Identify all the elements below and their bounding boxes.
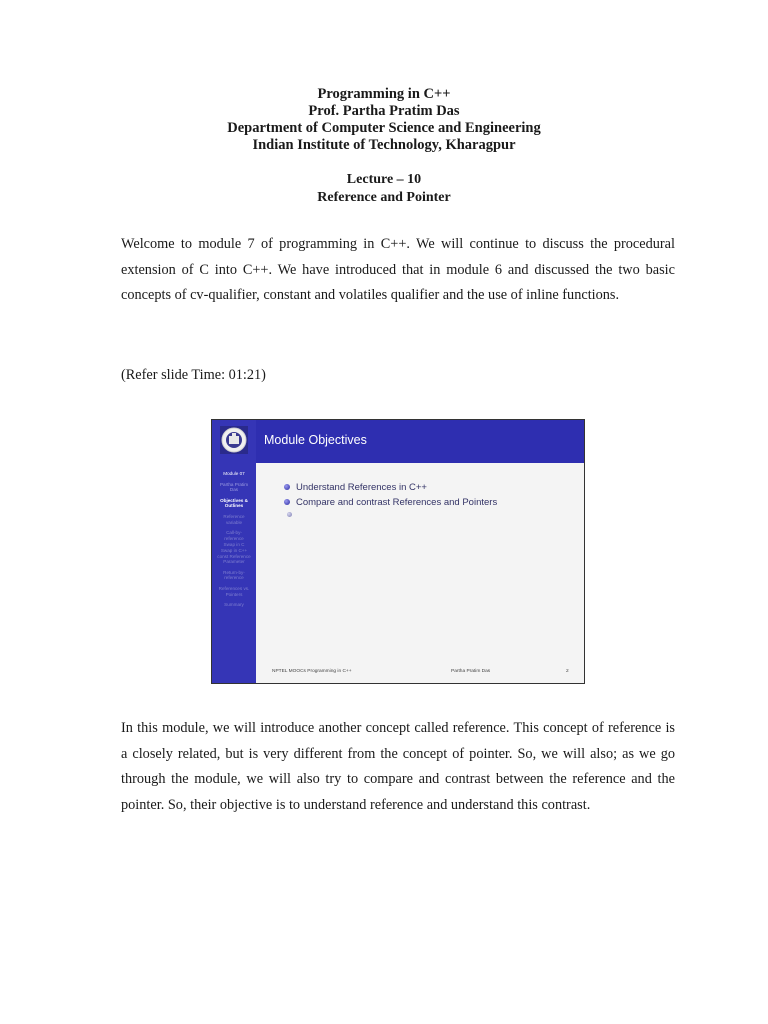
slide-sidebar-nav xyxy=(212,471,256,613)
slide-nav-subitem: const Reference Parameter xyxy=(217,553,251,565)
slide-page-number: 2 xyxy=(566,669,569,674)
bullet-icon xyxy=(287,512,292,517)
bullet-icon xyxy=(284,499,290,505)
professor-name: Prof. Partha Pratim Das xyxy=(308,103,460,119)
slide-nav-item-active: Objectives & Outlines xyxy=(220,497,248,509)
iit-kharagpur-seal-icon xyxy=(220,426,248,454)
slide-nav-item: Partha Pratim Das xyxy=(219,481,249,493)
bullet-icon xyxy=(284,484,290,490)
slide-bullet-text: Compare and contrast References and Pointers xyxy=(296,497,498,508)
institute-name: Indian Institute of Technology, Kharagpur xyxy=(252,137,516,153)
slide-nav-item: Reference variable xyxy=(223,513,245,525)
slide-bullet-list xyxy=(284,480,497,510)
slide-nav-subitem: Swap in C xyxy=(223,542,245,548)
slide-nav-item: Call-by-reference xyxy=(224,530,244,541)
lecture-heading xyxy=(0,171,768,207)
slide-title: Module Objectives xyxy=(264,433,367,447)
paragraph-intro: Welcome to module 7 of programming in C++. We will continue to discuss the procedural extension of C into C++. We have introduced that in module 6 and discussed the two basic concepts of cv-qualifier, constant and volatiles qualifier and the use of inline functions. xyxy=(121,236,675,303)
slide-nav-item: Summary xyxy=(224,602,244,608)
slide-footer-left: NPTEL MOOCs Programming in C++ xyxy=(272,669,352,674)
department-name: Department of Computer Science and Engineering xyxy=(227,120,541,136)
lecture-slide-image xyxy=(212,420,584,683)
paragraph-module-overview: In this module, we will introduce another concept called reference. This concept of reference is a closely related, but is very different from the concept of pointer. So, we will also; as we go through the module, we will also try to compare and contrast between the reference and the pointer. So, their objective is to understand reference and understand this contrast. xyxy=(121,720,675,813)
slide-nav-subitem: Swap in C++ xyxy=(220,547,248,553)
slide-nav-item: Module 07 xyxy=(223,471,245,476)
lecture-title: Reference and Pointer xyxy=(317,190,451,205)
document-header xyxy=(0,86,768,154)
slide-nav-item: Return-by-reference xyxy=(223,569,245,581)
slide-nav-item: References vs. Pointers xyxy=(218,585,250,597)
slide-bullet xyxy=(284,480,497,495)
course-title: Programming in C++ xyxy=(317,86,451,102)
refer-slide-time: (Refer slide Time: 01:21) xyxy=(121,367,266,383)
slide-bullet-text: Understand References in C++ xyxy=(296,482,427,493)
slide-footer-author: Partha Pratim Das xyxy=(451,669,491,674)
lecture-number: Lecture – 10 xyxy=(346,172,422,187)
slide-bullet xyxy=(284,495,497,510)
